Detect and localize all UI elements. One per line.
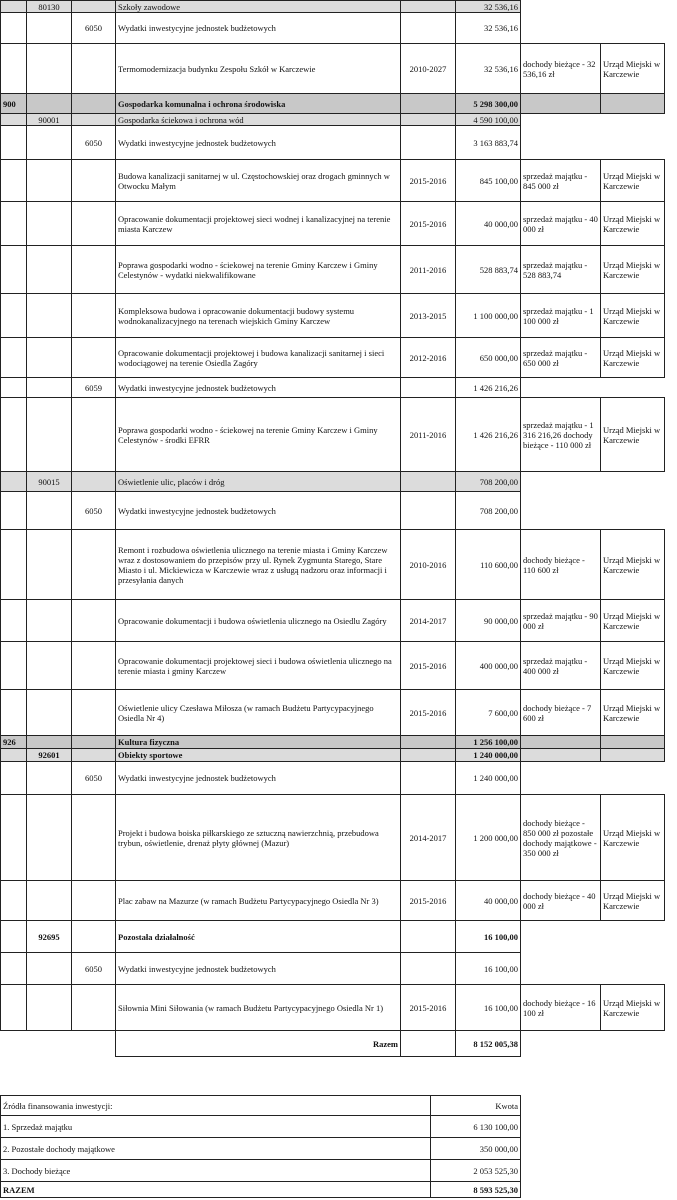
table-row: 6050 Wydatki inwestycyjne jednostek budżetowych 1 240 000,00 — [1, 762, 665, 795]
table-row: Poprawa gospodarki wodno - ściekowej na terenie Gminy Karczew i Gminy Celestynów - wydatki niekwalifikowane 2011-2016 528 883,74 sprzedaż majątku - 528 883,74 Urząd Miejski w Karczewie — [1, 246, 665, 294]
table-row: Budowa kanalizacji sanitarnej w ul. Częstochowskiej oraz drogach gminnych w Otwocku Małym 2015-2016 845 100,00 sprzedaż majątku - 845 000 zł Urząd Miejski w Karczewie — [1, 160, 665, 202]
table-row: Termomodernizacja budynku Zespołu Szkół w Karczewie 2010-2027 32 536,16 dochody bieżące - 32 536,16 zł Urząd Miejski w Karczewie — [1, 44, 665, 94]
table-row: 6050 Wydatki inwestycyjne jednostek budżetowych 3 163 883,74 — [1, 126, 665, 160]
table-row: Opracowanie dokumentacji i budowa oświetlenia ulicznego na Osiedlu Zagóry 2014-2017 90 000,00 sprzedaż majątku - 90 000 zł Urząd Miejski w Karczewie — [1, 600, 665, 642]
table-row: 6050 Wydatki inwestycyjne jednostek budżetowych 708 200,00 — [1, 492, 665, 530]
table-row: 80130 Szkoły zawodowe 32 536,16 — [1, 1, 665, 13]
table-row: Poprawa gospodarki wodno - ściekowej na terenie Gminy Karczew i Gminy Celestynów - środki EFRR 2011-2016 1 426 216,26 sprzedaż majątku - 1 316 216,26 dochody bieżące - 110 000 zł Urząd Miejski w Karczewie — [1, 398, 665, 472]
table-row: 92695 Pozostała działalność 16 100,00 — [1, 921, 665, 953]
table-row: 90001 Gospodarka ściekowa i ochrona wód 4 590 100,00 — [1, 114, 665, 126]
table-row: 900 Gospodarka komunalna i ochrona środowiska 5 298 300,00 — [1, 94, 665, 114]
table-row: 926 Kultura fizyczna 1 256 100,00 — [1, 736, 665, 749]
total-row: Razem 8 152 005,38 — [1, 1031, 665, 1057]
table-row: Opracowanie dokumentacji projektowej i budowa kanalizacji sanitarnej i sieci wodociągowej na terenie Osiedla Zagóry 2012-2016 650 000,00 sprzedaż majątku - 650 000 zł Urząd Miejski w Karczewie — [1, 338, 665, 378]
table-row: Oświetlenie ulicy Czesława Miłosza (w ramach Budżetu Partycypacyjnego Osiedla Nr 4) 2015-2016 7 600,00 dochody bieżące - 7 600 zł Urząd Miejski w Karczewie — [1, 690, 665, 736]
sources-total: RAZEM 8 593 525,30 — [1, 1182, 521, 1198]
table-row: Opracowanie dokumentacji projektowej sieci i budowa oświetlenia ulicznego na terenie miasta i gminy Karczew 2015-2016 400 000,00 sprzedaż majątku - 400 000 zł Urząd Miejski w Karczewie — [1, 642, 665, 690]
sources-row: 2. Pozostałe dochody majątkowe 350 000,00 — [1, 1138, 521, 1160]
funding-sources-table — [0, 1095, 521, 1198]
table-row: Opracowanie dokumentacji projektowej sieci wodnej i kanalizacyjnej na terenie miasta Karczew 2015-2016 40 000,00 sprzedaż majątku - 40 000 zł Urząd Miejski w Karczewie — [1, 202, 665, 246]
table-row: 6059 Wydatki inwestycyjne jednostek budżetowych 1 426 216,26 — [1, 378, 665, 398]
table-row: Siłownia Mini Siłowania (w ramach Budżetu Partycypacyjnego Osiedla Nr 1) 2015-2016 16 100,00 dochody bieżące - 16 100 zł Urząd Miejski w Karczewie — [1, 985, 665, 1031]
sources-row: 1. Sprzedaż majątku 6 130 100,00 — [1, 1116, 521, 1138]
sources-header: Źródła finansowania inwestycji: Kwota — [1, 1096, 521, 1116]
table-row: Plac zabaw na Mazurze (w ramach Budżetu Partycypacyjnego Osiedla Nr 3) 2015-2016 40 000,00 dochody bieżące - 40 000 zł Urząd Miejski w Karczewie — [1, 881, 665, 921]
table-row: Projekt i budowa boiska piłkarskiego ze sztuczną nawierzchnią, przebudowa trybun, oświetlenie, drenaż płyty głównej (Mazur) 2014-2017 1 200 000,00 dochody bieżące - 850 000 zł pozostałe dochody majątkowe - 350 000 zł Urząd Miejski w Karczewie — [1, 795, 665, 881]
table-row: 6050 Wydatki inwestycyjne jednostek budżetowych 32 536,16 — [1, 13, 665, 44]
table-row: 90015 Oświetlenie ulic, placów i dróg 708 200,00 — [1, 472, 665, 492]
sources-row: 3. Dochody bieżące 2 053 525,30 — [1, 1160, 521, 1182]
table-row: 92601 Obiekty sportowe 1 240 000,00 — [1, 749, 665, 762]
table-row: Remont i rozbudowa oświetlenia ulicznego na terenie miasta i Gminy Karczew wraz z dostosowaniem do przepisów przy ul. Rynek Zygmunta Starego, Stare Miasto i ul. Mickiewicza w Karczewie wraz z usługą nadzoru oraz informacji i przesyłania danych 2010-2016 110 600,00 dochody bieżące - 110 600 zł Urząd Miejski w Karczewie — [1, 530, 665, 600]
table-row: 6050 Wydatki inwestycyjne jednostek budżetowych 16 100,00 — [1, 953, 665, 985]
table-row: Kompleksowa budowa i opracowanie dokumentacji budowy systemu wodnokanalizacyjnego na terenach wiejskich Gminy Karczew 2013-2015 1 100 000,00 sprzedaż majątku - 1 100 000 zł Urząd Miejski w Karczewie — [1, 294, 665, 338]
